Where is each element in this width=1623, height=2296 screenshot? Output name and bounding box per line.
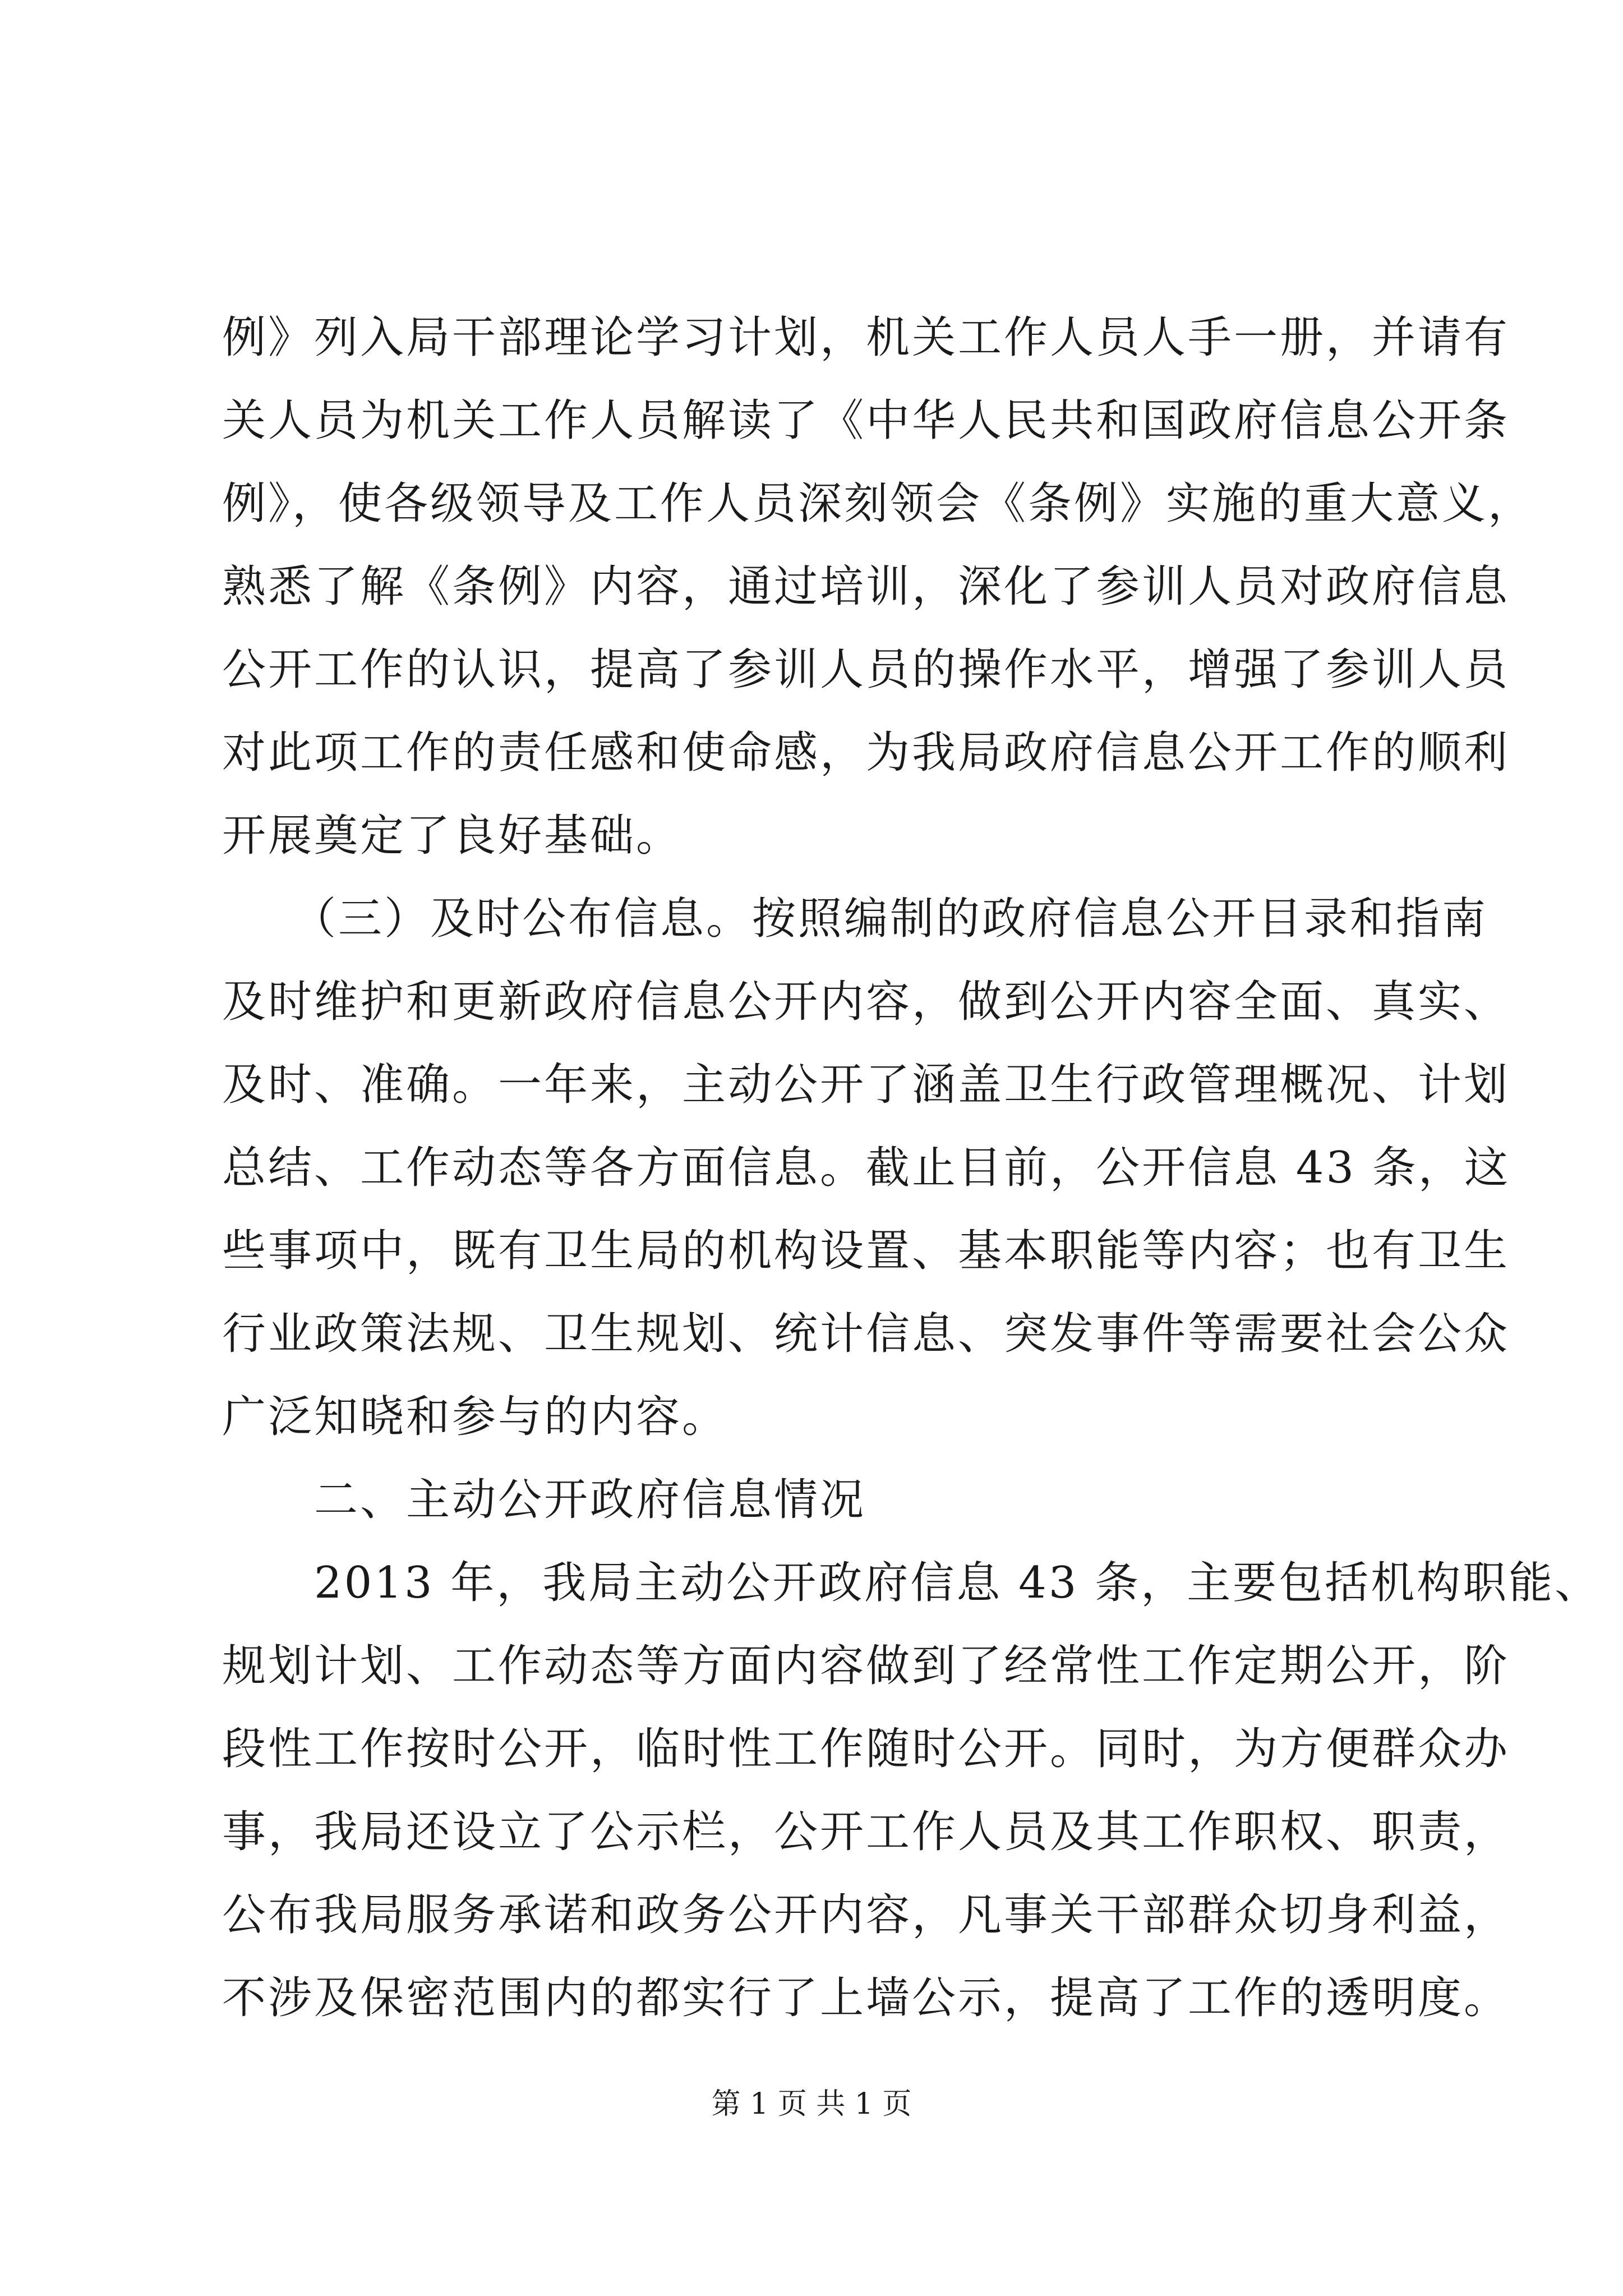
text-line: 些事项中，既有卫生局的机构设置、基本职能等内容；也有卫生 xyxy=(222,1226,1510,1276)
section-heading: 二、主动公开政府信息情况 xyxy=(222,1475,866,1525)
text-line: 广泛知晓和参与的内容。 xyxy=(222,1392,728,1442)
text-line: 公布我局服务承诺和政务公开内容，凡事关干部群众切身利益， xyxy=(222,1890,1510,1940)
text-line: 对此项工作的责任感和使命感，为我局政府信息公开工作的顺利 xyxy=(222,728,1510,778)
text-line: 事，我局还设立了公示栏，公开工作人员及其工作职权、职责， xyxy=(222,1807,1510,1857)
page-footer: 第 1 页 共 1 页 xyxy=(711,2087,912,2121)
text-line: 总结、工作动态等各方面信息。截止目前，公开信息 43 条，这 xyxy=(222,1143,1510,1193)
text-line: 开展奠定了良好基础。 xyxy=(222,811,683,861)
section-heading-line: （三）及时公布信息。按照编制的政府信息公开目录和指南 xyxy=(222,894,1488,944)
text-line: 不涉及保密范围内的都实行了上墙公示，提高了工作的透明度。 xyxy=(222,1973,1510,2023)
text-line: 行业政策法规、卫生规划、统计信息、突发事件等需要社会公众 xyxy=(222,1309,1510,1359)
text-line: 及时维护和更新政府信息公开内容，做到公开内容全面、真实、 xyxy=(222,977,1510,1027)
text-line: 关人员为机关工作人员解读了《中华人民共和国政府信息公开条 xyxy=(222,395,1510,446)
text-line: 熟悉了解《条例》内容，通过培训，深化了参训人员对政府信息 xyxy=(222,562,1510,612)
text-line: 规划计划、工作动态等方面内容做到了经常性工作定期公开，阶 xyxy=(222,1641,1510,1691)
text-line: 段性工作按时公开，临时性工作随时公开。同时，为方便群众办 xyxy=(222,1724,1510,1774)
text-line: 2013 年，我局主动公开政府信息 43 条，主要包括机构职能、 xyxy=(222,1558,1601,1608)
text-line: 例》列入局干部理论学习计划，机关工作人员人手一册，并请有 xyxy=(222,312,1510,363)
text-line: 及时、准确。一年来，主动公开了涵盖卫生行政管理概况、计划 xyxy=(222,1060,1510,1110)
document-body xyxy=(222,296,1601,2040)
text-line: 公开工作的认识，提高了参训人员的操作水平，增强了参训人员 xyxy=(222,645,1510,695)
text-line: 例》，使各级领导及工作人员深刻领会《条例》实施的重大意义， xyxy=(222,478,1534,529)
